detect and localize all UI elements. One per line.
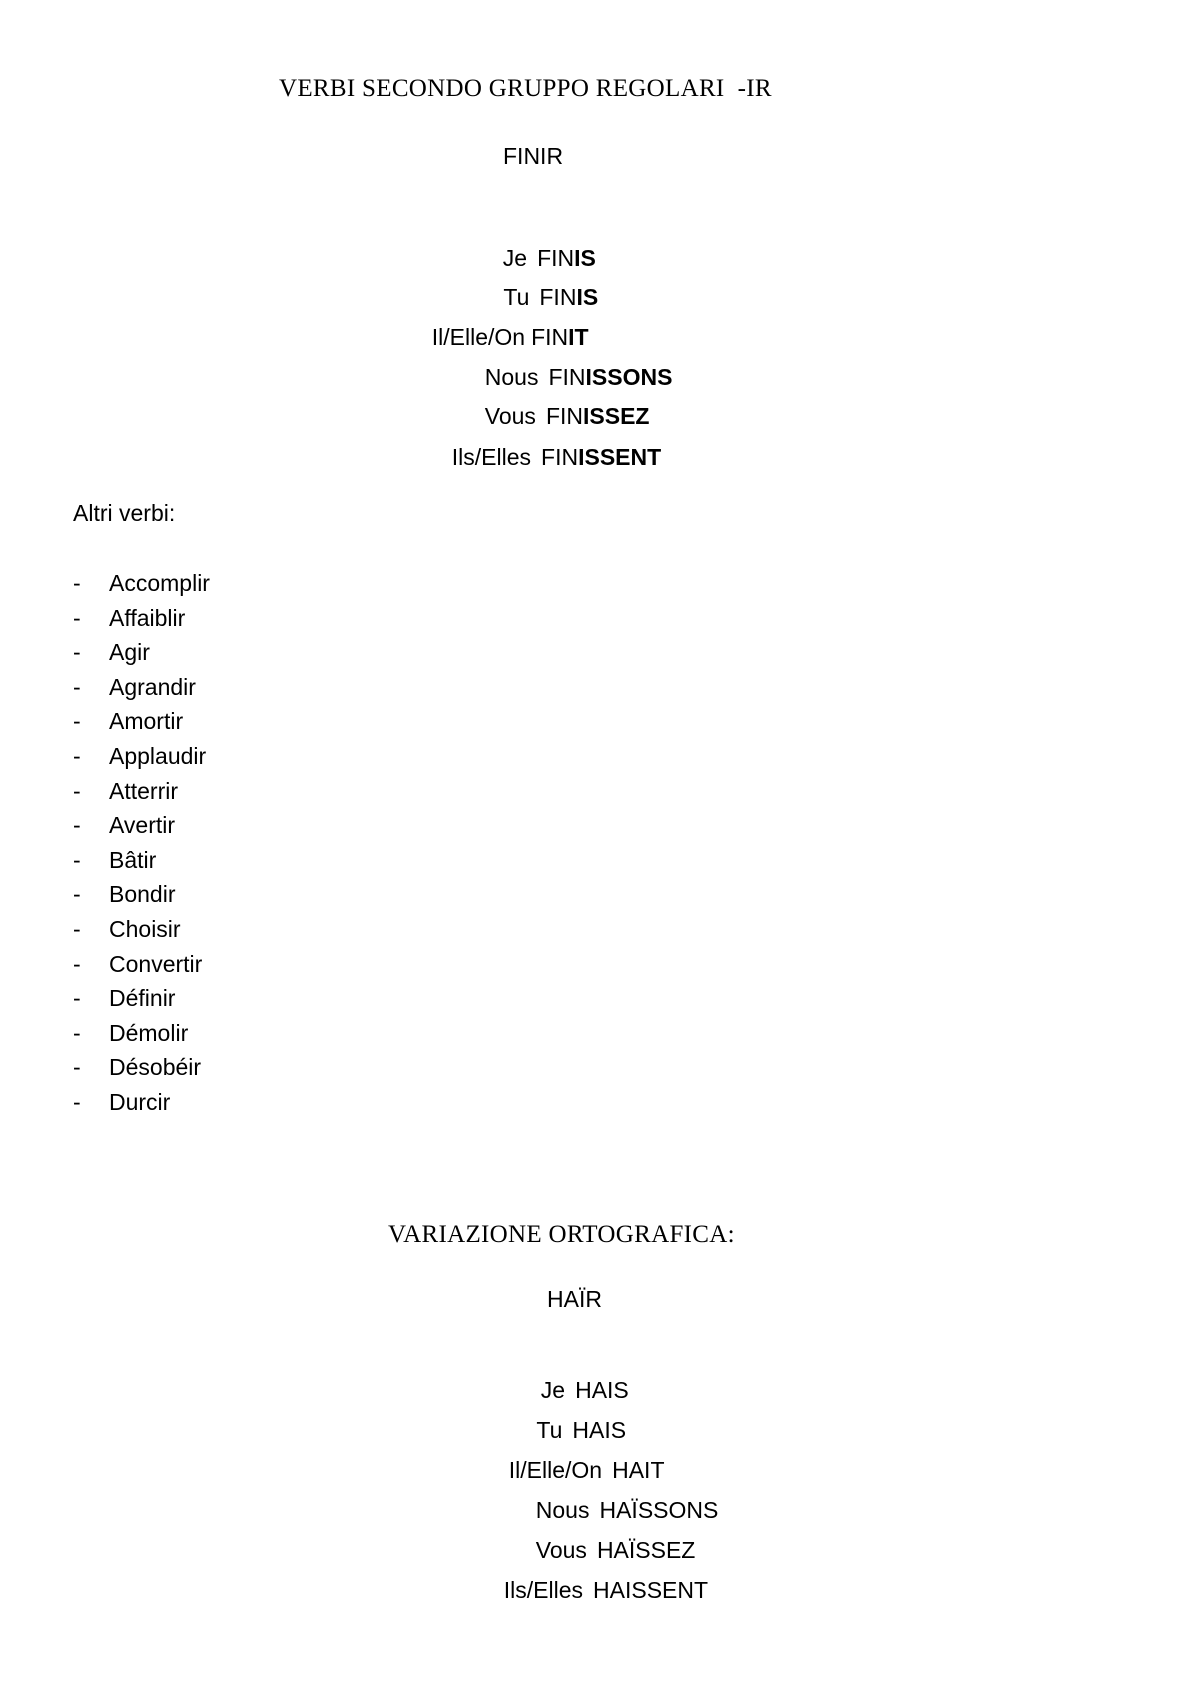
verb-ending: ISSONS (585, 364, 673, 390)
list-bullet: - (73, 916, 81, 942)
pronoun: Tu (503, 284, 530, 310)
verb-stem: FIN (548, 364, 586, 390)
list-bullet: - (73, 881, 81, 907)
verb-stem: FIN (541, 444, 579, 470)
list-bullet: - (73, 605, 81, 631)
verb-item-label: Amortir (109, 708, 184, 734)
verb-item-label: Bâtir (109, 847, 157, 873)
verb-stem: FIN (537, 245, 575, 271)
list-bullet: - (73, 1020, 81, 1046)
verb-heading: FINIR (503, 143, 564, 169)
pronoun: Tu (536, 1417, 563, 1443)
list-item (73, 814, 175, 837)
pronoun: Je (502, 245, 528, 271)
list-bullet: - (73, 1054, 81, 1080)
other-verbs-heading: Altri verbi: (73, 500, 176, 526)
pronoun: Ils/Elles (503, 1577, 584, 1603)
verb-item-label: Agir (109, 639, 150, 665)
verb-item-label: Applaudir (109, 743, 207, 769)
verb-form: HAIS (572, 1417, 627, 1443)
list-bullet: - (73, 743, 81, 769)
verb-item-label: Désobéir (109, 1054, 202, 1080)
conjugation-row (472, 382, 649, 428)
list-item (73, 780, 178, 803)
list-item (73, 987, 175, 1010)
pronoun: Vous (484, 403, 536, 429)
list-item (73, 641, 150, 664)
list-bullet: - (73, 778, 81, 804)
verb-heading: HAÏR (547, 1286, 602, 1312)
verb-item-label: Agrandir (109, 674, 196, 700)
verb-item-label: Affaiblir (109, 605, 186, 631)
verb-item-label: Atterrir (109, 778, 178, 804)
verb-ending: ISSEZ (583, 403, 650, 429)
verb-item-label: Bondir (109, 881, 176, 907)
list-item (73, 572, 210, 595)
list-item (73, 849, 156, 872)
pronoun: Nous (484, 364, 539, 390)
list-bullet: - (73, 1089, 81, 1115)
list-bullet: - (73, 674, 81, 700)
verb-item-label: Durcir (109, 1089, 171, 1115)
list-item (73, 1022, 188, 1045)
list-bullet: - (73, 639, 81, 665)
list-bullet: - (73, 812, 81, 838)
verb-form: HAÏSSEZ (596, 1537, 696, 1563)
verb-item-label: Démolir (109, 1020, 189, 1046)
list-bullet: - (73, 985, 81, 1011)
list-item (73, 745, 206, 768)
list-bullet: - (73, 951, 81, 977)
list-item (73, 918, 181, 941)
verb-item-label: Convertir (109, 951, 203, 977)
verb-item-label: Choisir (109, 916, 181, 942)
verb-form: HAISSENT (593, 1577, 709, 1603)
section-title: VARIAZIONE ORTOGRAFICA: (388, 1221, 735, 1248)
list-item (73, 953, 202, 976)
verb-stem: FIN (545, 403, 583, 429)
pronoun: Ils/Elles (451, 444, 532, 470)
verb-form: HAÏSSONS (599, 1497, 719, 1523)
list-item (73, 1091, 170, 1114)
verb-item-label: Accomplir (109, 570, 210, 596)
verb-stem: FIN (539, 284, 577, 310)
verb-form: HAIS (575, 1377, 629, 1403)
verb-item-label: Avertir (109, 812, 176, 838)
verb-form: HAIT (612, 1457, 665, 1483)
pronoun: Il/Elle/On (508, 1457, 603, 1483)
verb-ending: IS (574, 245, 596, 271)
list-item (73, 676, 196, 699)
conjugation-row (491, 1556, 708, 1602)
verb-ending: IS (576, 284, 599, 310)
verb-item-label: Définir (109, 985, 176, 1011)
verb-stem: FIN (531, 324, 569, 350)
pronoun: Vous (535, 1537, 587, 1563)
list-item (73, 710, 183, 733)
section-title: VERBI SECONDO GRUPPO REGOLARI -IR (279, 75, 772, 102)
list-bullet: - (73, 708, 81, 734)
conjugation-row (439, 423, 661, 469)
list-bullet: - (73, 570, 81, 596)
list-item (73, 1056, 201, 1079)
list-item (73, 883, 175, 906)
pronoun: Nous (535, 1497, 590, 1523)
verb-ending: IT (568, 324, 589, 350)
list-bullet: - (73, 847, 81, 873)
pronoun: Je (540, 1377, 566, 1403)
list-item (73, 607, 185, 630)
pronoun: Il/Elle/On (431, 324, 526, 350)
verb-ending: ISSENT (578, 444, 662, 470)
